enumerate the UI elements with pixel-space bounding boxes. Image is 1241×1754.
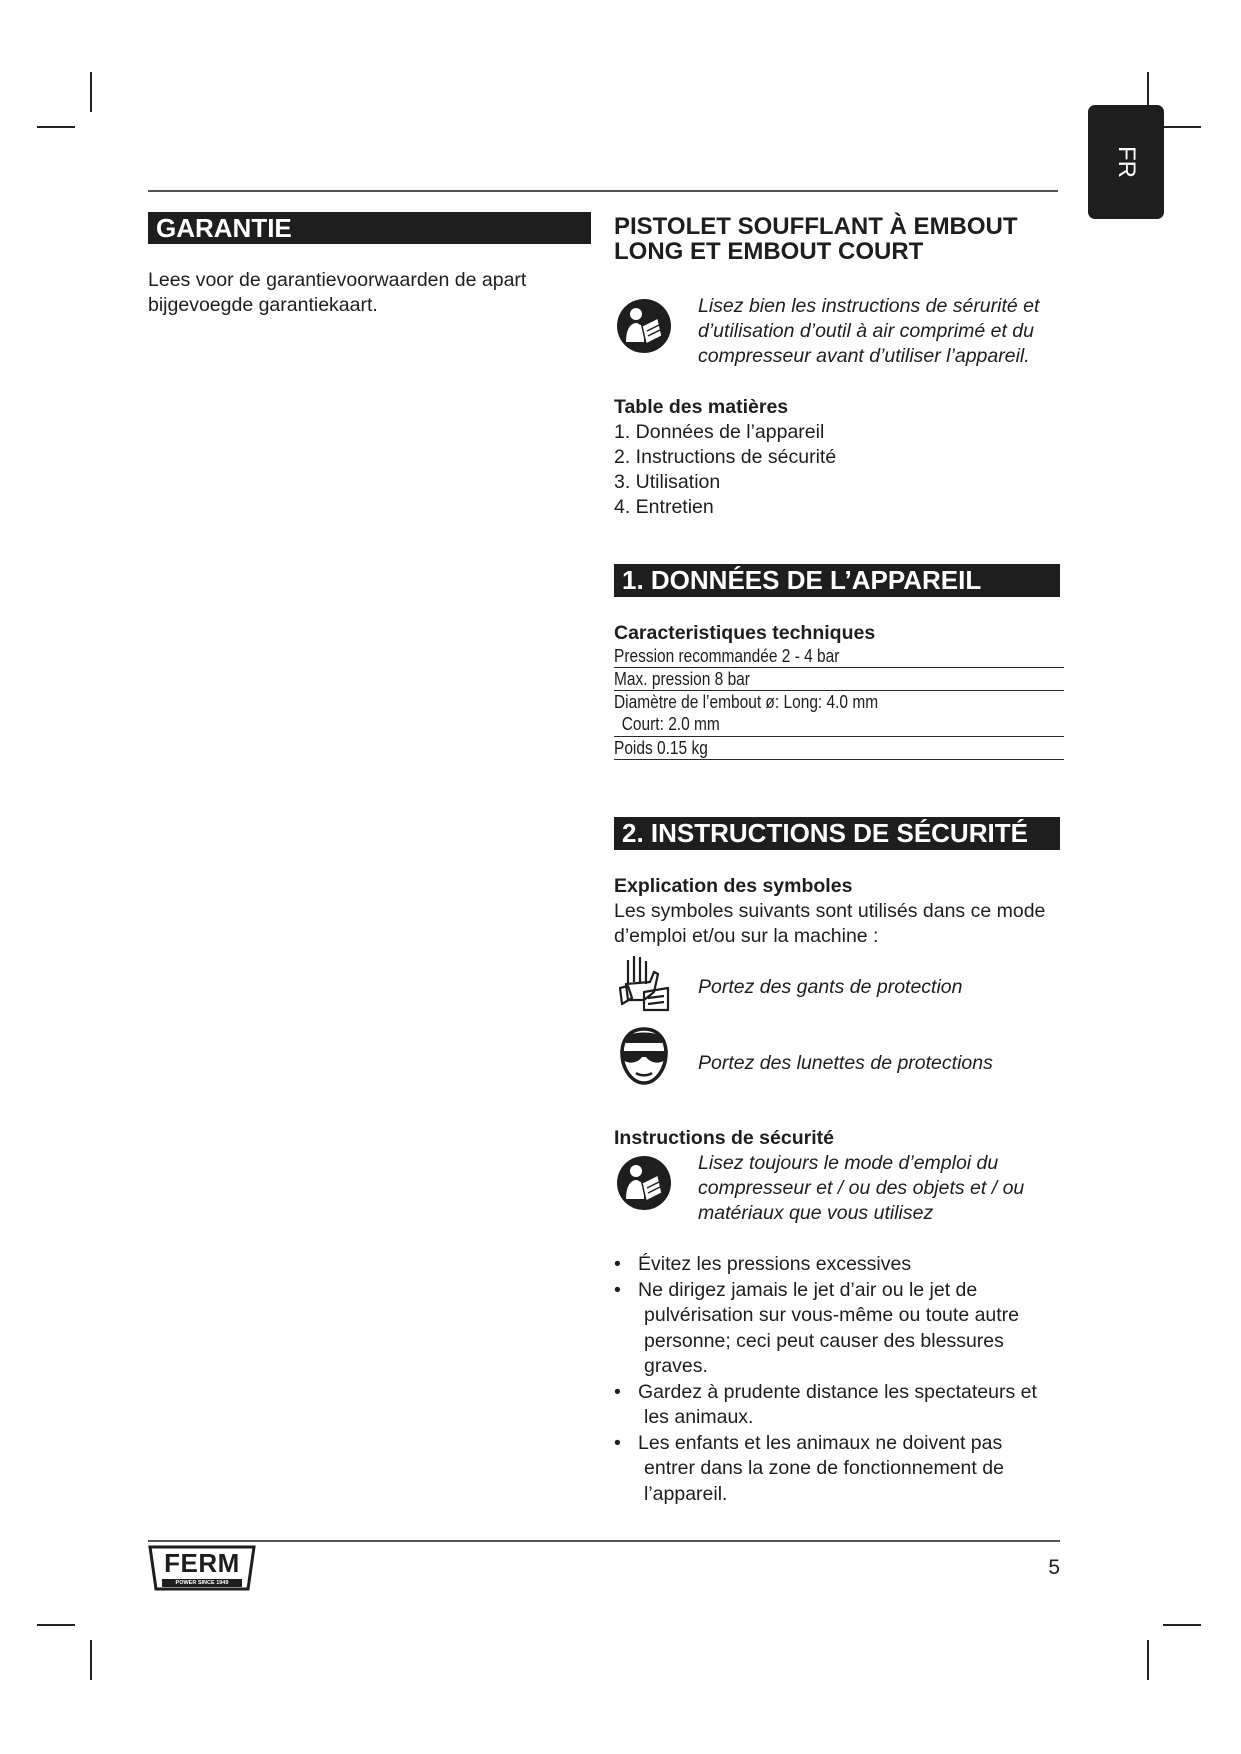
page-title	[614, 214, 1064, 264]
spec-value: Diamètre de l’embout ø: Long: 4.0 mm	[614, 692, 879, 712]
spec-value: Pression recommandée 2 - 4 bar	[614, 646, 840, 666]
read-manual-icon	[614, 296, 674, 356]
list-item-line: • Gardez à prudente distance les spectateurs et	[638, 1380, 1037, 1403]
crop-mark	[90, 72, 92, 112]
read-manual-icon	[614, 1153, 674, 1213]
safety-title: Instructions de sécurité	[614, 1127, 834, 1149]
footer-rule	[148, 1540, 1060, 1542]
list-item-line: personne; ceci peut causer des blessures	[644, 1329, 1004, 1352]
crop-mark	[90, 1640, 92, 1680]
list-item-line: • Les enfants et les animaux ne doivent pas	[638, 1431, 1003, 1454]
spec-row	[614, 691, 1064, 737]
gloves-icon	[614, 952, 672, 1012]
language-tab	[1088, 105, 1164, 219]
spec-value: Max. pression 8 bar	[614, 669, 750, 689]
ferm-logo-text: FERM	[164, 1548, 240, 1578]
garantie-text: Lees voor de garantievoorwaarden de apart bijgevoegde garantiekaart.	[148, 269, 527, 316]
list-item	[614, 1380, 1074, 1431]
spec-table	[614, 645, 1064, 760]
spec-value: Court: 2.0 mm	[621, 714, 720, 734]
toc-item: 4. Entretien	[614, 496, 714, 518]
list-item-line: l’appareil.	[644, 1482, 728, 1505]
symbol-gloves-text: Portez des gants de protection	[698, 976, 963, 998]
spec-row	[614, 737, 1064, 760]
list-item-line: entrer dans la zone de fonctionnement de	[644, 1457, 1004, 1479]
symbols-title: Explication des symboles	[614, 875, 853, 897]
ferm-logo	[148, 1545, 256, 1591]
list-item-line: • Évitez les pressions excessives	[638, 1253, 912, 1275]
list-item	[614, 1431, 1074, 1508]
crop-mark	[1147, 1640, 1149, 1680]
top-rule	[148, 190, 1058, 192]
list-item-line: les animaux.	[644, 1406, 754, 1428]
table-of-contents	[614, 420, 1014, 520]
safety-bullet-list	[614, 1252, 1074, 1507]
symbol-goggles-text: Portez des lunettes de protections	[698, 1052, 993, 1074]
list-item-line: • Ne dirigez jamais le jet d’air ou le jet de	[638, 1278, 978, 1301]
ferm-logo-tagline: POWER SINCE 1949	[175, 1580, 229, 1586]
page-title-line: LONG ET EMBOUT COURT	[614, 238, 924, 265]
toc-item: 3. Utilisation	[614, 471, 721, 493]
garantie-heading: GARANTIE	[148, 212, 591, 244]
section-heading: 1. DONNÉES DE L’APPAREIL	[614, 564, 1060, 597]
list-item	[614, 1252, 1074, 1278]
list-item-line: graves.	[644, 1355, 708, 1377]
page-title-line: PISTOLET SOUFFLANT À EMBOUT	[614, 213, 1018, 240]
toc-item: 2. Instructions de sécurité	[614, 446, 837, 468]
crop-mark	[37, 126, 75, 128]
page-number: 5	[1048, 1556, 1060, 1579]
goggles-icon	[618, 1025, 670, 1087]
list-item	[614, 1278, 1074, 1380]
safety-note: Lisez toujours le mode d’emploi du compresseur et / ou des objets et / ou matériaux que vous utilisez	[698, 1152, 1025, 1224]
read-manual-note: Lisez bien les instructions de sérurité et d’utilisation d’outil à air comprimé et du compresseur avant d’utiliser l’appareil.	[698, 295, 1040, 367]
toc-item: 1. Données de l’appareil	[614, 421, 825, 443]
language-tab-label: FR	[1113, 146, 1140, 178]
section-heading: 2. INSTRUCTIONS DE SÉCURITÉ	[614, 817, 1060, 850]
spec-row	[614, 668, 1064, 691]
crop-mark	[1163, 1624, 1201, 1626]
list-item-line: pulvérisation sur vous-même ou toute autre	[644, 1304, 1020, 1326]
toc-title: Table des matières	[614, 396, 789, 418]
spec-row	[614, 645, 1064, 668]
crop-mark	[37, 1624, 75, 1626]
spec-title: Caracteristiques techniques	[614, 622, 876, 644]
symbols-intro: Les symboles suivants sont utilisés dans ce mode d’emploi et/ou sur la machine :	[614, 900, 1046, 947]
spec-value: Poids 0.15 kg	[614, 738, 708, 758]
